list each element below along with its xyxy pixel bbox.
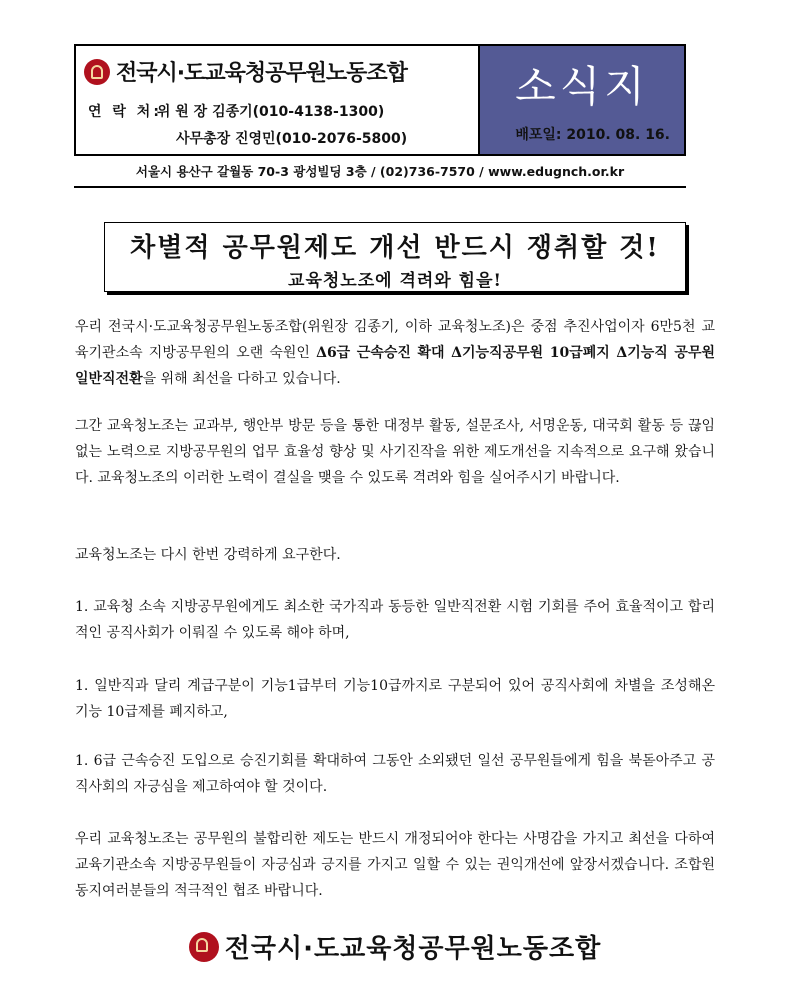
- intro-demands: Δ6급 근속승진 확대 Δ기능직공무원 10급폐지 Δ기능직 공무원 일반직전환: [75, 345, 715, 387]
- org-logo-row: [84, 56, 407, 87]
- headline-box: [104, 222, 686, 292]
- paragraph-closing: 우리 교육청노조는 공무원의 불합리한 제도는 반드시 개정되어야 한다는 사명감을 가지고 최선을 다하여 교육기관소속 지방공무원들이 자긍심과 긍지를 가지고 일할 수 있는 권익개선에 앞장서겠습니다. 조합원 동지여러분들의 적극적인 협조 바랍니다.: [75, 831, 715, 899]
- contact-label: 연 락 처:: [88, 104, 162, 120]
- contact-chair: [88, 101, 384, 121]
- org-name: 전국시·도교육청공무원노동조합: [116, 61, 407, 86]
- headline: 차별적 공무원제도 개선 반드시 쟁취할 것!: [130, 233, 660, 263]
- paragraph-activities: 그간 교육청노조는 교과부, 행안부 방문 등을 통한 대정부 활동, 설문조사, 서명운동, 대국회 활동 등 끊임없는 노력으로 지방공무원의 업무 효율성 향상 및 사기진작을 위한 제도개선을 지속적으로 요구해 왔습니다. 교육청노조의 이러한 노력이 결실을 맺을 수 있도록 격려와 힘을 실어주시기 바랍니다.: [75, 418, 715, 486]
- newsletter-header: [74, 44, 686, 156]
- footer-org-name: 전국시·도교육청공무원노동조합: [224, 934, 602, 964]
- publication-date: 배포일: 2010. 08. 16.: [515, 127, 670, 143]
- header-contact-panel: [76, 46, 480, 154]
- demand-item-3: 1. 6급 근속승진 도입으로 승진기회를 확대하여 그동안 소외됐던 일선 공무원들에게 힘을 북돋아주고 공직사회의 자긍심을 제고하여야 할 것이다.: [75, 753, 715, 795]
- paragraph-demand-lead: 교육청노조는 다시 한번 강력하게 요구한다.: [75, 547, 341, 563]
- demand-item-1: 1. 교육청 소속 지방공무원에게도 최소한 국가직과 동등한 일반직전환 시험 기회를 주어 효율적이고 합리적인 공직사회가 이뤄질 수 있도록 해야 하며,: [75, 599, 715, 641]
- newsletter-title: 소식지: [515, 62, 649, 111]
- newsletter-title-panel: [480, 46, 684, 154]
- contact-secretary: [176, 128, 407, 148]
- intro-text-start: 우리 전국시·도교육청공무원노동조합(위원장 김종기, 이하 교육청노조)은 중점 추진사업이자 6만5천 교육기관소속 지방공무원의 오랜 숙원인: [75, 319, 715, 361]
- footer-emblem-icon: [189, 932, 219, 962]
- secretary-contact: 사무총장 진영민(010-2076-5800): [176, 131, 408, 147]
- address-divider: [74, 186, 686, 188]
- demand-item-2: 1. 일반직과 달리 계급구분이 기능1급부터 기능10급까지로 구분되어 있어 공직사회에 차별을 조성해온 기능 10급제를 폐지하고,: [75, 678, 715, 720]
- subheadline: 교육청노조에 격려와 힘을!: [288, 271, 502, 291]
- chair-contact: 위 원 장 김종기(010-4138-1300): [156, 104, 385, 120]
- paragraph-intro: [75, 314, 715, 392]
- intro-text-end: 을 위해 최선을 다하고 있습니다.: [142, 371, 341, 387]
- org-address: 서울시 용산구 갈월동 70-3 광성빌딩 3층 / (02)736-7570 / www.edugnch.or.kr: [135, 164, 625, 179]
- union-emblem-icon: [84, 59, 110, 85]
- footer-signature: [0, 928, 790, 965]
